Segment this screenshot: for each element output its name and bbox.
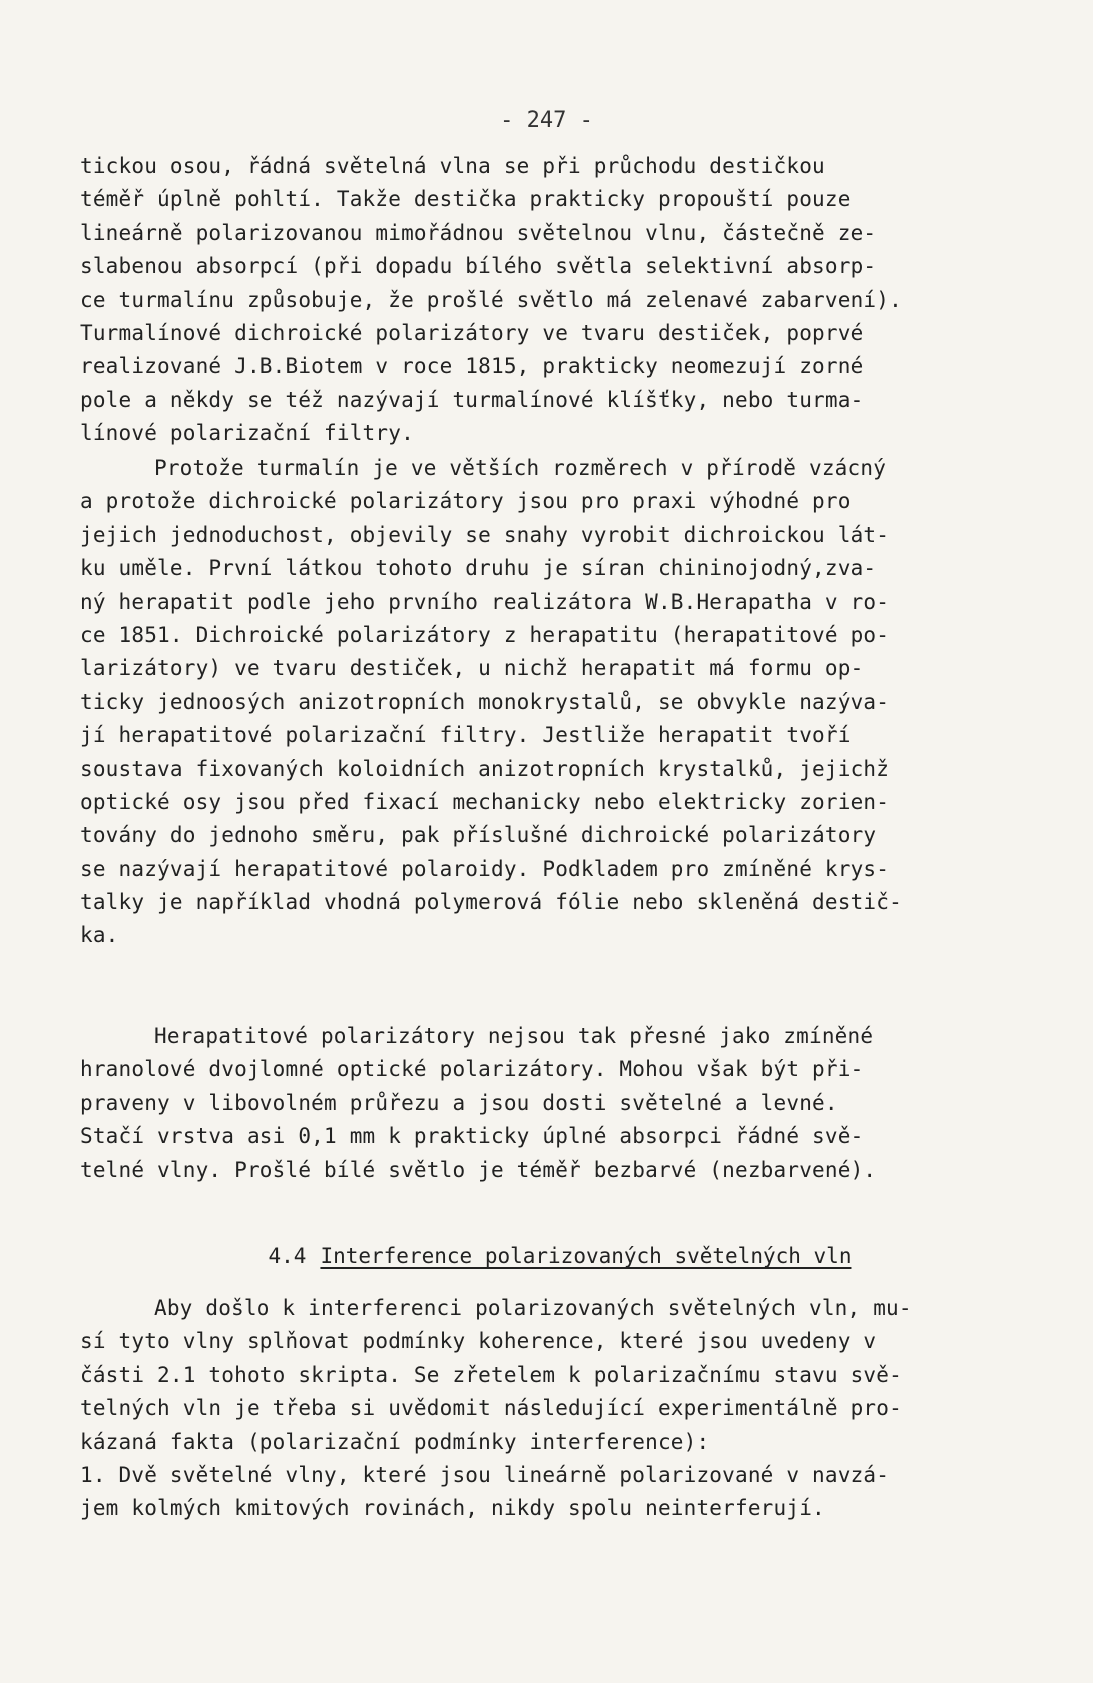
paragraph-2: [80, 452, 1040, 953]
text-line: jem kolmých kmitových rovinách, nikdy spolu neinterferují.: [80, 1496, 825, 1521]
text-line: a protože dichroické polarizátory jsou pro praxi výhodné pro: [80, 489, 851, 514]
page-number: - 247 -: [500, 108, 593, 133]
text-line: kázaná fakta (polarizační podmínky interference):: [80, 1429, 710, 1454]
text-line: ný herapatit podle jeho prvního realizátora W.B.Herapatha v ro-: [80, 589, 890, 614]
text-line: Stačí vrstva asi 0,1 mm k prakticky úplné absorpci řádné svě-: [80, 1124, 864, 1149]
text-line: 1. Dvě světelné vlny, které jsou lineárně polarizované v navzá-: [80, 1462, 890, 1487]
text-line: jí herapatitové polarizační filtry. Jestliže herapatit tvoří: [80, 723, 851, 748]
text-line: telné vlny. Prošlé bílé světlo je téměř bezbarvé (nezbarvené).: [80, 1157, 877, 1182]
text-line: Herapatitové polarizátory nejsou tak přesné jako zmíněné: [154, 1024, 874, 1048]
paragraph-1: [80, 150, 1040, 451]
text-line: praveny v libovolném průřezu a jsou dosti světelné a levné.: [80, 1090, 838, 1115]
text-line: pole a někdy se též nazývají turmalínové klíšťky, nebo turma-: [80, 387, 864, 412]
section-number: 4.4: [268, 1244, 307, 1268]
text-line: realizované J.B.Biotem v roce 1815, prakticky neomezují zorné: [80, 354, 864, 379]
text-line: soustava fixovaných koloidních anizotropních krystalků, jejichž: [80, 756, 890, 781]
text-line: se nazývají herapatitové polaroidy. Podkladem pro zmíněné krys-: [80, 856, 890, 881]
text-line: Aby došlo k interferenci polarizovaných světelných vln, mu-: [154, 1296, 912, 1320]
text-line: hranolové dvojlomné optické polarizátory. Mohou však být při-: [80, 1057, 864, 1082]
text-line: továny do jednoho směru, pak příslušné dichroické polarizátory: [80, 823, 877, 848]
text-line: telných vln je třeba si uvědomit následující experimentálně pro-: [80, 1396, 902, 1421]
text-line: Protože turmalín je ve větších rozměrech v přírodě vzácný: [154, 456, 887, 480]
text-line: línové polarizační filtry.: [80, 421, 414, 446]
text-line: téměř úplně pohltí. Takže destička prakticky propouští pouze: [80, 187, 851, 212]
text-line: lineárně polarizovanou mimořádnou světelnou vlnu, částečně ze-: [80, 220, 877, 245]
text-line: ka.: [80, 923, 119, 948]
text-line: Turmalínové dichroické polarizátory ve tvaru destiček, poprvé: [80, 320, 864, 345]
text-line: jejich jednoduchost, objevily se snahy vyrobit dichroickou lát-: [80, 522, 890, 547]
text-line: ce turmalínu způsobuje, že prošlé světlo má zelenavé zabarvení).: [80, 287, 902, 312]
paragraph-3: [80, 1020, 1040, 1187]
text-line: talky je například vhodná polymerová fólie nebo skleněná destič-: [80, 890, 902, 915]
section-title: Interference polarizovaných světelných vln: [320, 1244, 852, 1268]
text-line: optické osy jsou před fixací mechanicky nebo elektricky zorien-: [80, 789, 890, 814]
text-line: tickou osou, řádná světelná vlna se při průchodu destičkou: [80, 154, 825, 178]
text-line: sí tyto vlny splňovat podmínky koherence, které jsou uvedeny v: [80, 1329, 877, 1354]
text-line: ce 1851. Dichroické polarizátory z herapatitu (herapatitové po-: [80, 622, 890, 647]
text-line: ku uměle. První látkou tohoto druhu je síran chininojodný,zva-: [80, 556, 877, 581]
paragraph-4: [80, 1292, 1040, 1526]
text-line: ticky jednoosých anizotropních monokrystalů, se obvykle nazýva-: [80, 689, 890, 714]
text-line: slabenou absorpcí (při dopadu bílého světla selektivní absorp-: [80, 254, 877, 279]
section-heading: [80, 1240, 1040, 1273]
text-line: larizátory) ve tvaru destiček, u nichž herapatit má formu op-: [80, 656, 864, 681]
text-line: části 2.1 tohoto skripta. Se zřetelem k polarizačnímu stavu svě-: [80, 1362, 902, 1387]
